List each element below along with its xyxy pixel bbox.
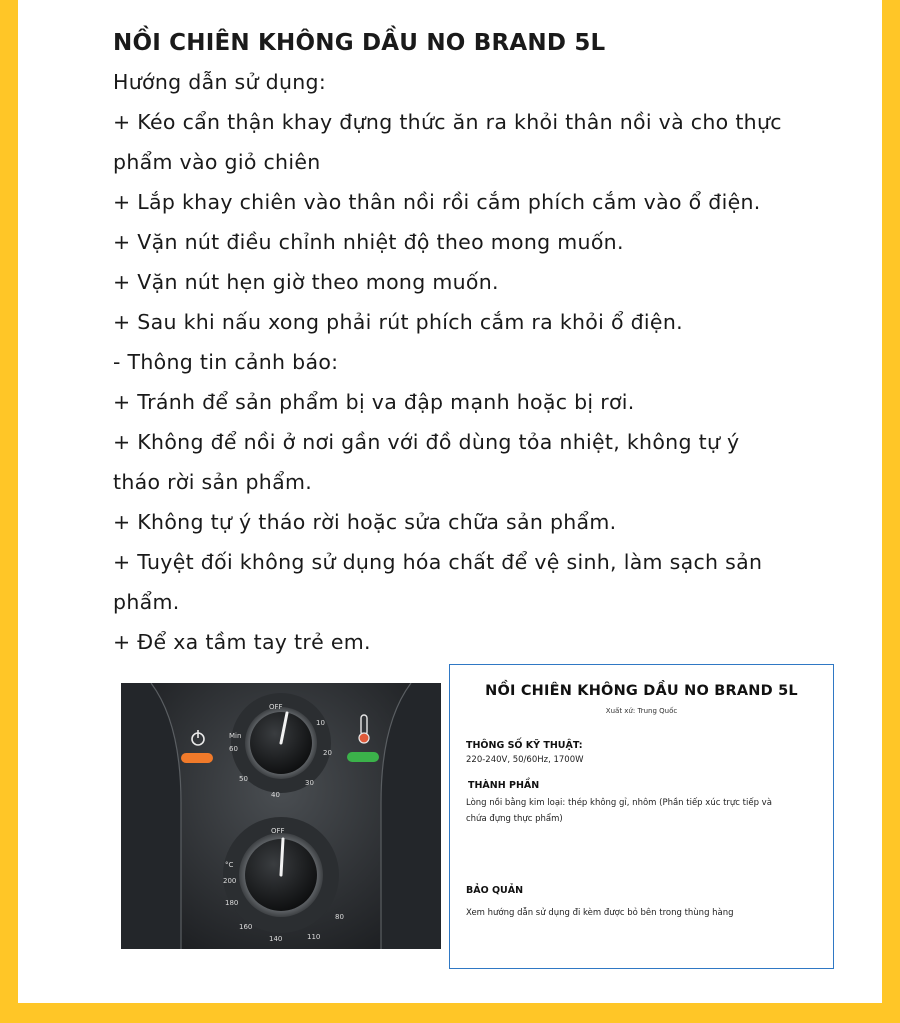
temp-off-label: OFF: [271, 827, 285, 835]
temp-tick-label: 140: [269, 935, 283, 943]
temp-tick-label: 160: [239, 923, 253, 931]
origin-text: Xuất xứ: Trung Quốc: [605, 707, 678, 715]
timer-tick-label: 20: [323, 749, 332, 757]
text-line: + Vặn nút hẹn giờ theo mong muốn.: [113, 270, 499, 294]
specs-heading: THÔNG SỐ KỸ THUẬT:: [466, 740, 583, 751]
timer-tick-label: 30: [305, 779, 314, 787]
composition-line: Lòng nồi bằng kim loại: thép không gỉ, nhôm (Phần tiếp xúc trực tiếp và: [466, 798, 772, 808]
text-line: + Không để nồi ở nơi gần với đồ dùng tỏa nhiệt, không tự ý: [113, 430, 740, 454]
text-line: + Không tự ý tháo rời hoặc sửa chữa sản phẩm.: [113, 510, 617, 534]
text-line: tháo rời sản phẩm.: [113, 470, 313, 494]
timer-tick-label: 60: [229, 745, 238, 753]
text-line: + Tuyệt đối không sử dụng hóa chất để vệ sinh, làm sạch sản: [113, 550, 763, 574]
instruction-text: [113, 62, 873, 662]
product-info-box: [449, 664, 834, 969]
text-line: phẩm vào giỏ chiên: [113, 150, 321, 174]
text-line: phẩm.: [113, 590, 180, 614]
temp-unit-label: °C: [225, 861, 234, 869]
text-line: + Để xa tầm tay trẻ em.: [113, 630, 371, 654]
composition-heading: THÀNH PHẦN: [468, 780, 540, 791]
text-line: Hướng dẫn sử dụng:: [113, 70, 327, 94]
timer-min-label: Min: [229, 732, 242, 740]
air-fryer-panel-illustration: [121, 683, 441, 949]
specs-text: 220-240V, 50/60Hz, 1700W: [466, 755, 584, 765]
text-line: + Vặn nút điều chỉnh nhiệt độ theo mong muốn.: [113, 230, 624, 254]
storage-text: Xem hướng dẫn sử dụng đi kèm được bỏ bên trong thùng hàng: [466, 908, 734, 918]
text-line: + Lắp khay chiên vào thân nồi rồi cắm phích cắm vào ổ điện.: [113, 190, 761, 214]
info-box-title: NỒI CHIÊN KHÔNG DẦU NO BRAND 5L: [485, 683, 798, 699]
temp-tick-label: 110: [307, 933, 321, 941]
timer-tick-label: 10: [316, 719, 325, 727]
product-photo: [121, 683, 441, 949]
timer-off-label: OFF: [269, 703, 283, 711]
text-line: + Sau khi nấu xong phải rút phích cắm ra khỏi ổ điện.: [113, 310, 683, 334]
temp-tick-label: 180: [225, 899, 239, 907]
page-title: NỒI CHIÊN KHÔNG DẦU NO BRAND 5L: [113, 30, 606, 56]
text-line: + Tránh để sản phẩm bị va đập mạnh hoặc bị rơi.: [113, 390, 635, 414]
temp-tick-label: 80: [335, 913, 344, 921]
instruction-sheet: [18, 0, 882, 1003]
composition-line: chứa đựng thực phẩm): [466, 814, 563, 824]
timer-tick-label: 40: [271, 791, 280, 799]
power-indicator-led: [181, 753, 213, 763]
timer-tick-label: 50: [239, 775, 248, 783]
heating-indicator-led: [347, 752, 379, 762]
text-line: - Thông tin cảnh báo:: [113, 350, 339, 374]
text-line: + Kéo cẩn thận khay đựng thức ăn ra khỏi thân nồi và cho thực: [113, 110, 782, 134]
storage-heading: BẢO QUẢN: [466, 885, 524, 896]
temp-tick-label: 200: [223, 877, 237, 885]
